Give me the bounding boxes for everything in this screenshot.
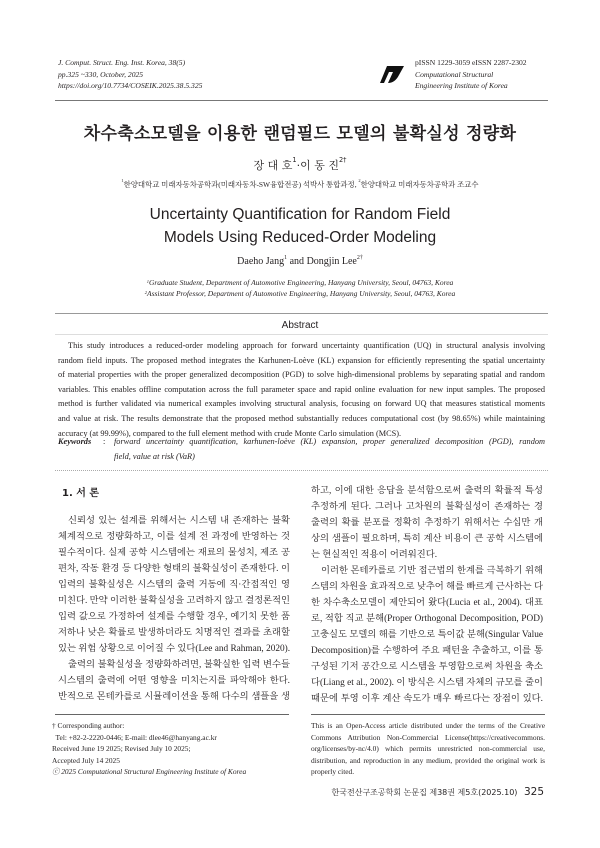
separator: · (296, 159, 301, 172)
body-line: Decomposition)를 수행하여 주요 패턴을 추출하고, 이를 통 (311, 646, 543, 656)
footnote-divider-left (55, 714, 289, 715)
body-line: 때문에 투영 이후 계산 속도가 매우 빠르다는 장점이 있다. (311, 694, 543, 704)
body-line: 신뢰성 있는 설계를 위해서는 시스템 내 존재하는 불확 (68, 516, 290, 526)
abstract-line: of material properties with the proper generalized decomposition (PGD) to solve high-dimensional problems by separating spatial and random (58, 370, 545, 380)
affil-mark: 2 (358, 178, 361, 183)
authors-english (0, 256, 600, 267)
abstract-bottom-divider (55, 470, 548, 471)
author-name: 이 동 진 (300, 159, 339, 172)
author-name: Dongjin Lee (306, 256, 357, 267)
cosek-logo-icon (378, 63, 408, 85)
body-line: 이러한 몬테카를로 기반 접근법의 한계를 극복하기 위해 (321, 566, 543, 576)
abstract-line: and value at risk. The results demonstrate that the proposed method substantially reduces computational cost (by 98.65%) while maintaining (58, 413, 545, 423)
body-line: 있는 위험 상황으로 이어질 수 있다(Lee and Rahman, 2020). (58, 644, 290, 654)
license-line: org/licenses/by-nc/4.0) which permits unrestricted non-commercial use, (311, 744, 545, 754)
abstract-line: accuracy (at 99.99%), compared to the full element method with crude Monte Carlo simulation (MCS). (58, 428, 402, 438)
footer-journal: 한국전산구조공학회 논문집 제38권 제5호(2025.10) (331, 788, 518, 797)
abstract-heading: Abstract (281, 320, 319, 331)
affiliation-text: 한양대학교 미래자동차공학과(미래자동차-SW융합전공) 석박사 통합과정, (123, 180, 359, 189)
abstract-line: This study introduces a reduced-order modeling approach for forward uncertainty quantification (UQ) in structural analysis involving (68, 341, 545, 350)
abstract-line: random field inputs. The proposed method integrates the Karhunen-Loève (KL) expansion for efficiently representing the spatial uncertainty (58, 355, 545, 365)
affiliation-korean (0, 179, 600, 190)
affil-mark: 2† (338, 156, 347, 164)
title-line: Uncertainty Quantification for Random Field (149, 206, 451, 223)
body-line: 하고, 이에 대한 응답을 분석함으로써 출력의 확률적 특성 (311, 486, 543, 496)
body-line: 체계적으로 정량화하고, 이를 설계 전 과정에 반영하는 것 (58, 532, 290, 542)
affiliation-line: $^2$Assistant Professor, Department of Automotive Engineering, Hanyang University, Seoul, 04763, Korea (144, 289, 456, 298)
author-name: 장 대 호 (253, 159, 293, 172)
body-line: 추정하게 된다. 그러나 고차원의 불확실성이 존재하는 경 (311, 502, 543, 512)
affiliation-text: 한양대학교 미래자동차공학과 조교수 (360, 180, 479, 189)
license-line: distribution, and reproduction in any medium, provided the original work is (311, 755, 545, 765)
body-line: 입력 값으로 가정하여 설계를 수행할 경우, 예기치 못한 품 (58, 612, 290, 622)
keywords-label: Keywords (58, 437, 92, 446)
affiliation-line: $^1$Graduate Student, Department of Automotive Engineering, Hanyang University, Seoul, 04763, Korea (146, 278, 454, 287)
publisher-name: Computational Structural (415, 69, 494, 79)
abstract-line: variables. This enables offline computation across the full parameter space and rapid online evaluation for new input samples. The proposed (58, 384, 545, 394)
license-line: Commons Attribution Non-Commercial License(https://creativecommons. (311, 732, 545, 742)
keywords-line: forward uncertainty quantification, karhunen-loève (KL) expansion, proper generalized decomposition (PGD), random (114, 437, 545, 446)
abstract-top-divider (55, 313, 548, 314)
publisher-name: Engineering Institute of Korea (415, 81, 508, 90)
abstract-line: method is further validated via numerical examples involving structural analysis, focusing on forward UQ that measures statistical moments (58, 399, 545, 409)
received-date: Received June 19 2025; Revised July 10 2025; (52, 744, 191, 754)
keywords-line: field, value at risk (VaR) (114, 451, 195, 461)
body-line: 저하나 낮은 확률로 발생하더라도 치명적인 결과를 초래할 (58, 628, 290, 638)
body-line: 스템의 차원을 효과적으로 낮추어 해를 빠르게 근사하는 다 (311, 582, 543, 592)
footnote-left (52, 720, 292, 778)
body-line: 로, 적합 직교 분해(Proper Orthogonal Decomposition, POD) (311, 614, 543, 624)
journal-citation (58, 57, 202, 92)
affil-mark: 1 (121, 178, 124, 183)
page-number: 325 (523, 786, 544, 798)
body-left-column (58, 513, 290, 705)
license-line: This is an Open-Access article distributed under the terms of the Creative (311, 721, 545, 730)
abstract-heading-divider (55, 334, 548, 335)
citation-line: pp.325 ~330, October, 2025 (58, 69, 144, 79)
body-line: 편차, 작동 환경 등 다양한 형태의 불확실성이 존재한다. 이 (58, 564, 290, 574)
body-right-column (311, 483, 543, 707)
affiliation-english (0, 277, 600, 299)
body-line: 는 현실적인 적용이 어려워진다. (311, 550, 438, 560)
affil-mark: 1 (292, 156, 297, 164)
body-line: 상의 샘플이 필요하며, 특히 계산 비용이 큰 공학 시스템에 (311, 534, 543, 544)
contact-info: Tel: +82-2-2220-0446; E-mail: dlee46@hanyang.ac.kr (52, 732, 217, 742)
title-english (0, 203, 600, 249)
license-notice (311, 720, 545, 778)
publisher-info (415, 57, 527, 92)
header-divider (55, 100, 548, 101)
body-line: 반적으로 몬테카를로 시뮬레이션을 통해 다수의 샘플을 생 (58, 692, 290, 702)
body-line: 필수적이다. 실제 공학 시스템에는 재료의 물성치, 제조 공 (58, 548, 290, 558)
affil-mark: 1 (284, 255, 288, 261)
citation-line: J. Comput. Struct. Eng. Inst. Korea, 38(5) (58, 58, 186, 67)
body-line: 입력의 불확실성은 시스템의 출력 거동에 직·간접적인 영 (58, 580, 290, 590)
corresponding-author: † Corresponding author: (52, 721, 125, 730)
body-line: 고충실도 모델의 해를 기반으로 특이값 분해(Singular Value (311, 630, 543, 640)
doi-link[interactable]: https://doi.org/10.7734/COSEIK.2025.38.5.325 (58, 81, 203, 90)
keywords-colon: : (103, 437, 106, 446)
body-line: 한 차수축소모델이 제안되어 왔다(Lucia et al., 2004). 대표 (311, 598, 543, 608)
abstract-text (58, 339, 545, 441)
section-heading: 1. 서 론 (62, 488, 100, 499)
accepted-date: Accepted July 14 2025 (52, 755, 120, 765)
page-footer (332, 786, 544, 798)
body-line: 출력의 불확실성을 정량화하려면, 불확실한 입력 변수들 (68, 660, 290, 670)
body-line: 미친다. 만약 이러한 불확실성을 고려하지 않고 결정론적인 (58, 596, 290, 606)
authors-korean (0, 157, 600, 173)
license-line: properly cited. (311, 767, 355, 777)
affil-mark: 2† (356, 255, 363, 261)
body-line: 출력의 확률 분포를 정확히 추정하기 위해서는 수십만 개 (311, 518, 543, 528)
footnote-divider-right (311, 714, 545, 715)
conjunction: and (287, 256, 307, 267)
body-line: 다(Liang et al., 2002). 이 방식은 시스템 자체의 규모를 줄이 (311, 678, 543, 688)
title-line: Models Using Reduced-Order Modeling (163, 229, 437, 246)
copyright: ⓒ 2025 Computational Structural Engineering Institute of Korea (52, 767, 247, 777)
issn: pISSN 1229-3059 eISSN 2287-2302 (415, 58, 527, 67)
title-korean: 차수축소모델을 이용한 랜덤필드 모델의 불확실성 정량화 (83, 124, 517, 144)
body-line: 시스템의 출력에 어떤 영향을 미치는지를 파악해야 한다. (58, 676, 290, 686)
author-name: Daeho Jang (237, 256, 285, 267)
body-line: 구성된 기저 공간으로 시스템을 투영함으로써 차원을 축소 (311, 662, 543, 672)
